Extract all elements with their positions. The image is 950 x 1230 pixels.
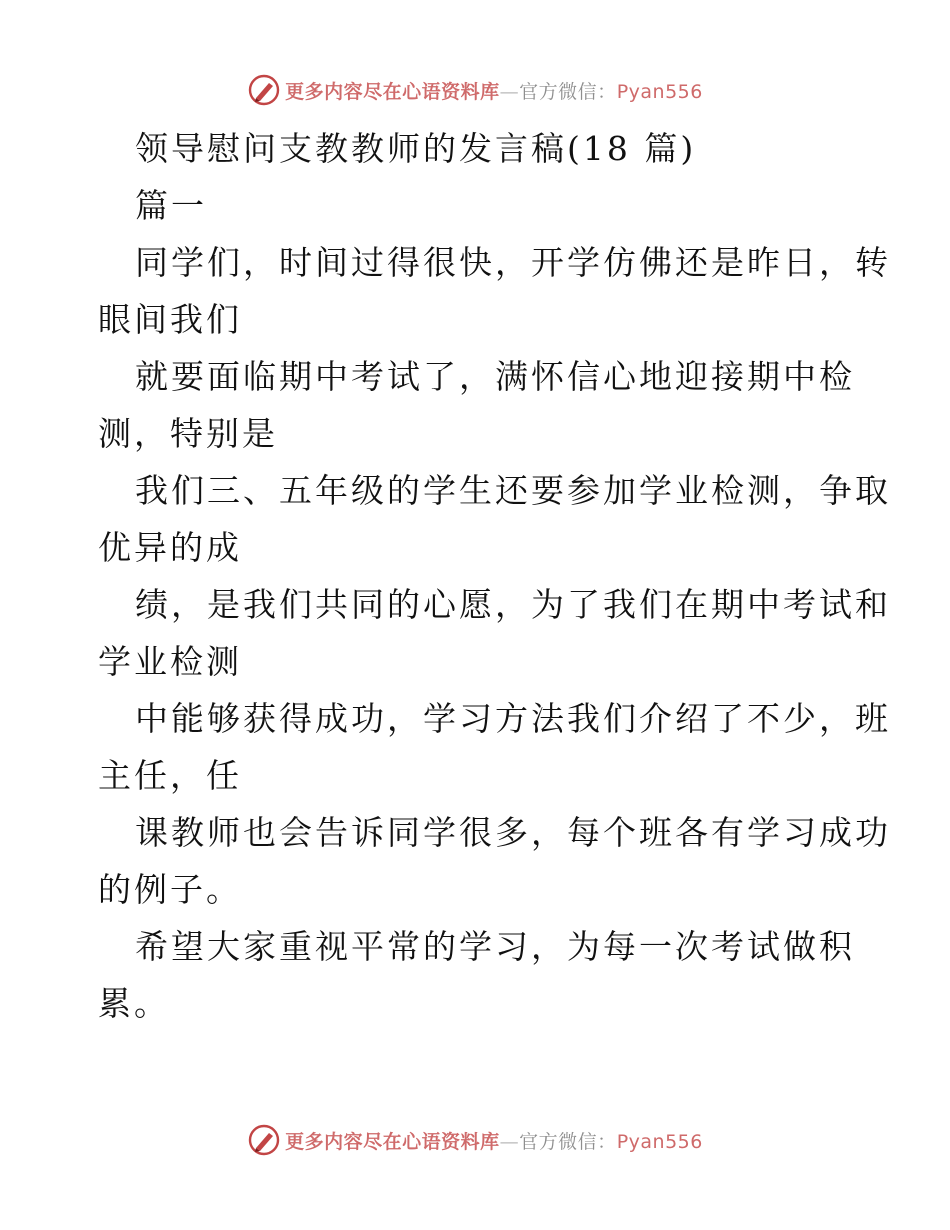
paragraph-line: 希望大家重视平常的学习，为每一次考试做积	[135, 927, 855, 966]
watermark-separator: —	[499, 1130, 520, 1153]
paragraph-line: 优异的成	[98, 528, 242, 567]
pen-logo-icon	[247, 1123, 281, 1157]
watermark-separator: —	[499, 80, 520, 103]
paragraph-line: 绩，是我们共同的心愿，为了我们在期中考试和	[135, 585, 891, 624]
paragraph-line: 同学们，时间过得很快，开学仿佛还是昨日，转	[135, 243, 891, 282]
paragraph-line: 课教师也会告诉同学很多，每个班各有学习成功	[135, 813, 891, 852]
paragraph-line: 眼间我们	[98, 300, 242, 339]
paragraph-line: 测，特别是	[98, 414, 278, 453]
document-title: 领导慰问支教教师的发言稿(18 篇)	[135, 129, 697, 168]
paragraph-line: 累。	[98, 984, 170, 1023]
watermark-contact-label: 官方微信：	[519, 1130, 617, 1153]
footer-watermark	[0, 1120, 950, 1160]
watermark-site-text: 更多内容尽在心语资料库	[285, 1130, 500, 1153]
section-heading: 篇一	[135, 186, 207, 225]
paragraph-line: 学业检测	[98, 642, 242, 681]
watermark-contact-id: Pyan556	[616, 1130, 703, 1153]
paragraph-line: 主任，任	[98, 756, 242, 795]
paragraph-line: 我们三、五年级的学生还要参加学业检测，争取	[135, 471, 891, 510]
paragraph-line: 就要面临期中考试了，满怀信心地迎接期中检	[135, 357, 855, 396]
watermark-contact-id: Pyan556	[616, 80, 703, 103]
watermark-site-text: 更多内容尽在心语资料库	[285, 80, 500, 103]
paragraph-line: 的例子。	[98, 870, 242, 909]
document-body	[98, 120, 891, 1032]
header-watermark	[0, 70, 950, 110]
watermark-contact-label: 官方微信：	[519, 80, 617, 103]
watermark-text	[285, 77, 703, 104]
paragraph-line: 中能够获得成功，学习方法我们介绍了不少，班	[135, 699, 891, 738]
watermark-text	[285, 1127, 703, 1154]
pen-logo-icon	[247, 73, 281, 107]
